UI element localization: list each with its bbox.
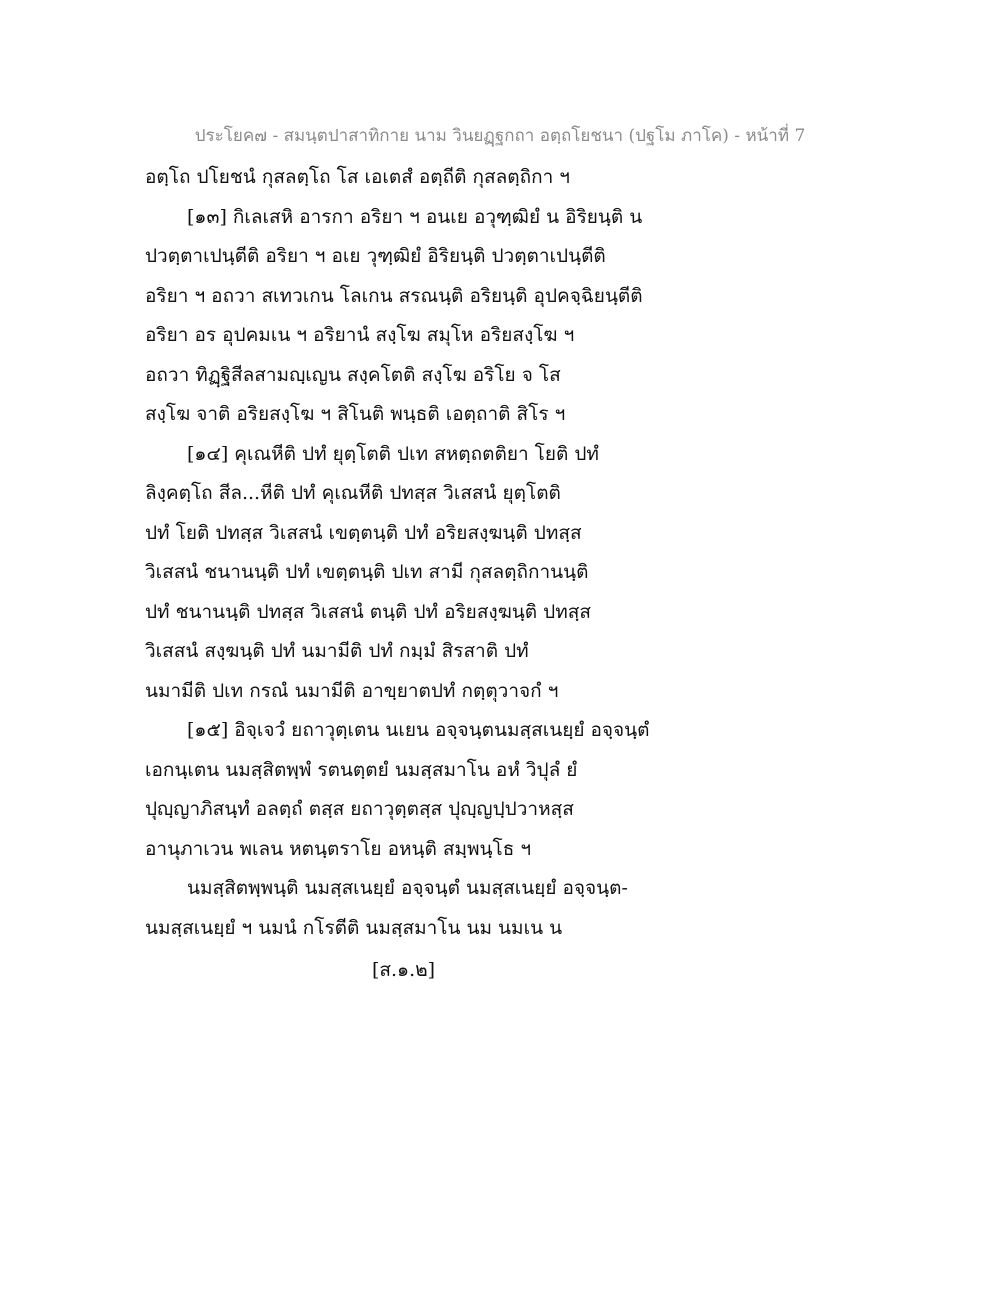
text-line-8: [๑๔] คุเณหีติ ปทํ ยุตฺโตติ ปเท สหตฺถตติยา โยติ ปทํ	[187, 442, 599, 465]
text-line-17: ปุญฺญาภิสนฺทํ อลตฺถํ ตสฺส ยถาวุตฺตสฺส ปุญฺญปฺปวาหสฺส	[145, 798, 574, 820]
text-line-10: ปทํ โยติ ปทสฺส วิเสสนํ เขตฺตนฺติ ปทํ อริยสงฺฆนฺติ ปทสฺส	[145, 521, 582, 544]
text-line-5: อริยา อร อุปคมเน ฯ อริยานํ สงฺโฆ สมุโห อริยสงฺโฆ ฯ	[145, 324, 575, 346]
text-line-16: เอกนฺเตน นมสฺสิตพฺพํ รตนตฺตยํ นมสฺสมาโน อหํ วิปุลํ ยํ	[145, 758, 578, 781]
text-line-3: ปวตฺตาเปนฺตีติ อริยา ฯ อเย วุฑฺฒิยํ อิริยนฺติ ปวตฺตาเปนฺตีติ	[145, 245, 606, 267]
text-line-1: อตฺโถ ปโยชนํ กุสลตฺโถ โส เอเตสํ อตฺถีติ กุสลตฺถิกา ฯ	[145, 166, 570, 188]
text-line-9: ลิงฺคตฺโถ สีล...หีติ ปทํ คุเณหีติ ปทสฺส วิเสสนํ ยุตฺโตติ	[145, 482, 561, 504]
text-line-18: อานุภาเวน พเลน หตนฺตราโย อหนฺติ สมฺพนฺโธ ฯ	[145, 837, 532, 860]
text-line-15: [๑๕] อิจฺเจวํ ยถาวุตฺเตน นเยน อจฺจนฺตนมสฺสเนยฺยํ อจฺจนฺตํ	[187, 719, 650, 741]
text-line-14: นมามีติ ปเท กรณํ นมามีติ อาขฺยาตปทํ กตฺตุวาจกํ ฯ	[145, 679, 559, 702]
text-line-2: [๑๓] กิเลเสหิ อารกา อริยา ฯ อนเย อวุฑฺฒิยํ น อิริยนฺติ น	[187, 205, 643, 228]
text-line-4: อริยา ฯ อถวา สเทวเกน โลเกน สรณนฺติ อริยนฺติ อุปคจฺฉิยนฺตีติ	[145, 284, 643, 307]
signature-mark: [ส.๑.๒]	[372, 959, 436, 981]
text-line-7: สงฺโฆ จาติ อริยสงฺโฆ ฯ สิโนติ พนฺธติ เอตฺถาติ สิโร ฯ	[145, 403, 566, 425]
text-line-20: นมสฺสเนยฺยํ ฯ นมนํ กโรตีติ นมสฺสมาโน นม นมเน น	[145, 916, 563, 939]
running-header: ประโยค๗ - สมนฺตปาสาทิกาย นาม วินยฏฺฐกถา อตฺถโยชนา (ปฐโม ภาโค) - หน้าที่ 7	[194, 126, 806, 146]
text-line-12: ปทํ ชนานนฺติ ปทสฺส วิเสสนํ ตนฺติ ปทํ อริยสงฺฆนฺติ ปทสฺส	[145, 600, 591, 623]
text-line-19: นมสฺสิตพฺพนฺติ นมสฺสเนยฺยํ อจฺจนฺตํ นมสฺสเนยฺยํ อจฺจนฺต-	[187, 877, 628, 899]
body-text	[145, 158, 705, 948]
text-line-13: วิเสสนํ สงฺฆนฺติ ปทํ นมามีติ ปทํ กมฺมํ สิรสาติ ปทํ	[145, 640, 529, 662]
text-line-11: วิเสสนํ ชนานนฺติ ปทํ เขตฺตนฺติ ปเท สามี กุสลตฺถิกานนฺติ	[145, 561, 589, 583]
text-line-6: อถวา ทิฏฺฐิสีลสามญฺเญน สงฺคโตติ สงฺโฆ อริโย จ โส	[145, 363, 561, 386]
